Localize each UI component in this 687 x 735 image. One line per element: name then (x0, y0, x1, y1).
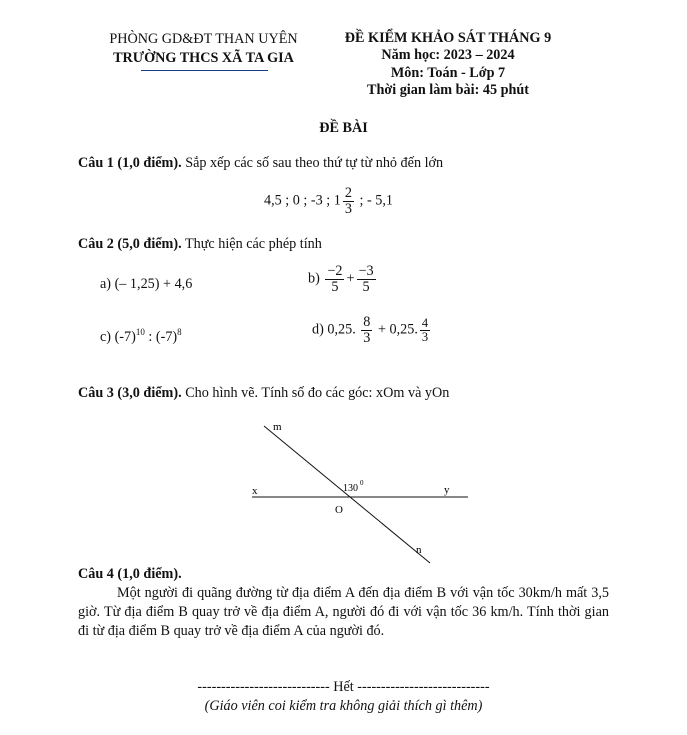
label-o: O (335, 504, 343, 516)
q1-frac-num: 2 (344, 185, 352, 201)
q2-c-exponent-1: 10 (135, 327, 145, 337)
q2-part-a: a) (– 1,25) + 4,6 (100, 276, 193, 292)
exam-title: ĐỀ KIỂM KHẢO SÁT THÁNG 9 (344, 30, 552, 46)
q2-d-den-1: 3 (363, 329, 371, 346)
label-n: n (416, 544, 422, 556)
end-marker: ---------------------------- Hết ---------------------------- (197, 679, 490, 695)
degree-symbol: 0 (360, 479, 364, 487)
duration: Thời gian làm bài: 45 phút (367, 82, 529, 98)
question-3-label: Câu 3 (3,0 điểm). (78, 385, 182, 401)
question-1-label: Câu 1 (1,0 điểm). (78, 155, 182, 171)
q2-c-exponent-2: 8 (177, 327, 182, 337)
q2-d-num-1: 8 (363, 314, 371, 330)
question-3-text: Cho hình vẽ. Tính số đo các góc: xOm và yOn (181, 385, 450, 401)
q1-nums-before: 4,5 ; 0 ; -3 ; 1 (264, 192, 341, 209)
label-y: y (444, 484, 450, 496)
q2-d-middle: + 0,25. (374, 321, 418, 338)
q2-b-num-1: −2 (327, 263, 343, 279)
question-4-label: Câu 4 (1,0 điểm). (78, 566, 182, 582)
department-name: PHÒNG GD&ĐT THAN UYÊN (109, 31, 298, 47)
q2-d-den-2: 3 (421, 329, 429, 344)
school-name: TRƯỜNG THCS XÃ TA GIA (113, 50, 294, 66)
q1-frac-den: 3 (344, 200, 352, 217)
footer-note: (Giáo viên coi kiểm tra không giải thích gì thêm) (204, 698, 483, 714)
label-m: m (273, 421, 282, 433)
q2-b-operator: + (346, 270, 355, 287)
q1-nums-after: ; - 5,1 (359, 192, 393, 209)
angle-value: 130 (343, 483, 358, 494)
q2-c-base-2: : (-7) (144, 329, 178, 345)
q2-d-num-2: 4 (421, 315, 429, 330)
q2-d-prefix: d) 0,25. (312, 321, 356, 338)
question-2-label: Câu 2 (5,0 điểm). (78, 236, 182, 252)
q2-b-num-2: −3 (358, 263, 374, 279)
q2-b-den-1: 5 (331, 278, 339, 295)
label-x: x (252, 485, 258, 497)
q2-c-base-1: c) (-7) (100, 329, 136, 345)
question-1-text: Sắp xếp các số sau theo thứ tự từ nhỏ đến lớn (181, 155, 444, 171)
question-2-text: Thực hiện các phép tính (181, 236, 322, 252)
subject: Môn: Toán - Lớp 7 (390, 65, 506, 81)
q2-b-den-2: 5 (362, 278, 370, 295)
line-mn (264, 426, 430, 563)
q2-b-label: b) (308, 270, 320, 287)
question-4-text: Một người đi quãng đường từ địa điểm A đến địa điểm B với vận tốc 30km/h mất 3,5 giờ. Từ địa điểm B quay trở về địa điểm A, người đó đi với vận tốc 36 km/h. Tính thời gian đi từ địa điểm B quay trở về địa điểm A của người đó. (78, 585, 609, 639)
page-title: ĐỀ BÀI (319, 120, 368, 136)
school-year: Năm học: 2023 – 2024 (381, 47, 515, 63)
